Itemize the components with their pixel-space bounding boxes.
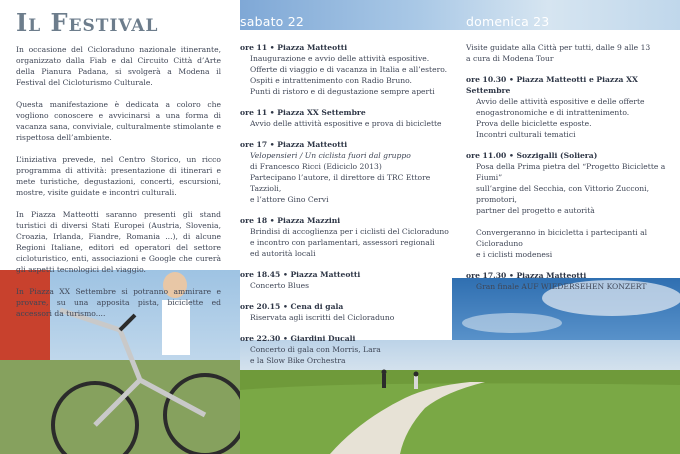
event-line: sull’argine del Secchia, con Vittorio Zucconi, promotori, [476, 184, 649, 204]
intro-paragraph: L’iniziativa prevede, nel Centro Storico, un ricco programma di attività: presentazione di itinerari e mete turistiche, degustazioni, concerti, escursioni, mostre, visite guidate e incontri culturali. [16, 155, 221, 197]
intro-paragraph: In Piazza XX Settembre si potranno ammirare e provare, su una apposita pista, biciclette ed accessori da turismo.... [16, 287, 221, 318]
event-line: e l’attore Gino Cervi [250, 195, 329, 204]
event-line: a cura di Modena Tour [466, 54, 554, 63]
event-heading: ore 18 • Piazza Mazzini [240, 216, 341, 225]
program-event [466, 74, 671, 140]
event-heading: ore 11 • Piazza Matteotti [240, 43, 348, 52]
program-event [240, 301, 450, 323]
program-event [240, 215, 450, 259]
event-line: partner del progetto e autorità [476, 206, 595, 215]
sunday-program [466, 42, 671, 302]
event-heading: ore 10.30 • Piazza Matteotti e Piazza XX Settembre [466, 75, 638, 95]
festival-title: Il Festival [16, 8, 159, 37]
intro-text [16, 44, 221, 330]
event-heading: ore 11 • Piazza XX Settembre [240, 108, 366, 117]
intro-paragraph: In Piazza Matteotti saranno presenti gli stand turistici di diversi Stati Europei (Austria, Slovenia, Croazia, Irlanda, Fiandre, Romania ...), di alcune Regioni Italiane, editori ed operatori del settore cicloturistico, enti, associazioni e Google che curerà gli aspetti tecnologici del viaggio. [16, 210, 221, 274]
event-heading: ore 20.15 • Cena di gala [240, 302, 344, 311]
event-line: Prova delle biciclette esposte. [476, 119, 592, 128]
program-event [466, 42, 671, 64]
event-line: Incontri culturali tematici [476, 130, 576, 139]
event-line: Posa della Prima pietra del “Progetto Biciclette a Fiumi” [476, 162, 666, 182]
event-line: Concerto Blues [250, 281, 309, 290]
event-line: e i ciclisti modenesi [476, 250, 553, 259]
event-heading: ore 17.30 • Piazza Matteotti [466, 271, 587, 280]
event-line: Avvio delle attività espositive e prova di biciclette [250, 119, 442, 128]
event-heading: ore 22.30 • Giardini Ducali [240, 334, 356, 343]
program-event [240, 107, 450, 129]
event-line: ed autorità locali [250, 249, 316, 258]
program-event [240, 139, 450, 205]
event-line: Offerte di viaggio e di vacanza in Italia e all’estero. [250, 65, 448, 74]
event-line: di Francesco Ricci (Ediciclo 2013) [250, 162, 382, 171]
program-event [240, 42, 450, 97]
event-line: e incontro con parlamentari, assessori regionali [250, 238, 435, 247]
intro-paragraph: Questa manifestazione è dedicata a coloro che vogliono conoscere e avvicinarsi a una forma di vacanza sana, conviviale, culturalmente stimolante e rispettosa dell’ambiente. [16, 100, 221, 142]
event-line: Inaugurazione e avvio delle attività espositive. [250, 54, 430, 63]
event-book-title: Velopensieri / Un ciclista fuori dal gruppo [250, 151, 411, 160]
event-line: Convergeranno in bicicletta i partecipanti al Cicloraduno [476, 228, 648, 248]
event-line: enogastronomiche e di intrattenimento. [476, 108, 630, 117]
sunday-header: domenica 23 [466, 14, 550, 29]
program-event [466, 150, 671, 260]
program-event [240, 333, 450, 366]
event-heading: ore 18.45 • Piazza Matteotti [240, 270, 361, 279]
event-heading: ore 11.00 • Sozzigalli (Soliera) [466, 151, 598, 160]
event-line: e la Slow Bike Orchestra [250, 356, 346, 365]
event-line-spacer [466, 216, 671, 227]
saturday-header: sabato 22 [240, 14, 304, 29]
event-line: Partecipano l’autore, il direttore di TRC Ettore Tazzioli, [250, 173, 431, 193]
event-line: Avvio delle attività espositive e delle offerte [476, 97, 645, 106]
event-line: Gran finale AUF WIEDERSEHEN KONZERT [476, 282, 647, 291]
program-event [466, 270, 671, 292]
intro-paragraph: In occasione del Cicloraduno nazionale itinerante, organizzato dalla Fiab e dal Circuito Città d’Arte della Pianura Padana, si svolgerà a Modena il Festival del Cicloturismo Culturale. [16, 45, 221, 87]
event-line: Riservata agli iscritti del Cicloraduno [250, 313, 395, 322]
event-line: Ospiti e intrattenimento con Radio Bruno. [250, 76, 412, 85]
event-line: Concerto di gala con Morris, Lara [250, 345, 381, 354]
event-line: Punti di ristoro e di degustazione sempre aperti [250, 87, 435, 96]
event-line: Visite guidate alla Città per tutti, dalle 9 alle 13 [466, 43, 651, 52]
program-event [240, 269, 450, 291]
saturday-program [240, 42, 450, 376]
event-heading: ore 17 • Piazza Matteotti [240, 140, 348, 149]
sky-banner [240, 0, 680, 30]
event-line: Brindisi di accoglienza per i ciclisti del Cicloraduno [250, 227, 449, 236]
